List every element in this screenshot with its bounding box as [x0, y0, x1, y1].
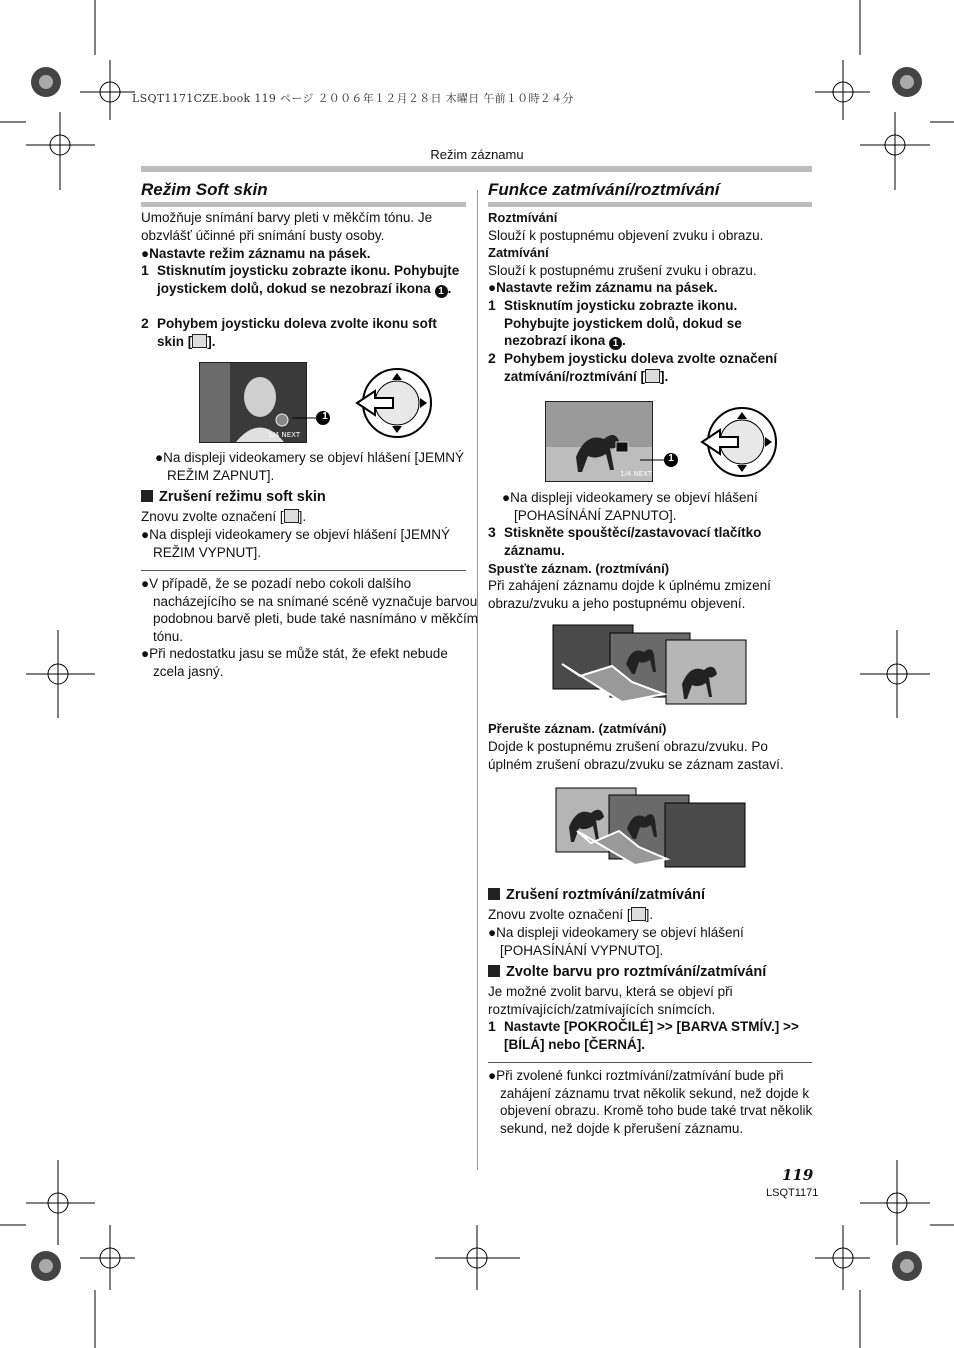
color-text: Je možné zvolit barvu, která se objeví při roztmívajících/zatmívajících snímcích. — [488, 984, 733, 1017]
left-step-2 — [141, 315, 466, 351]
soft-skin-icon — [192, 334, 207, 348]
fade-in-heading: Roztmívání — [488, 210, 558, 225]
step-number: 2 — [488, 350, 496, 366]
right-note: ●Na displeji videokamery se objeví hlášení [POHASÍNÁNÍ ZAPNUTO]. — [502, 490, 758, 523]
stop-text: Dojde k postupnému zrušení obrazu/zvuku. Po úplném zrušení obrazu/zvuku se záznam zastaví. — [488, 739, 784, 772]
fade-in-text: Slouží k postupnému objevení zvuku i obrazu. — [488, 228, 764, 243]
right-cancel-heading — [488, 887, 705, 903]
camera-screen-image — [545, 401, 653, 482]
fade-icon — [645, 369, 660, 383]
step-text: Nastavte [POKROČILÉ] >> [BARVA STMÍV.] >> [BÍLÁ] nebo [ČERNÁ]. — [504, 1019, 799, 1052]
page-number: 119 — [782, 1166, 814, 1184]
right-title-bar — [488, 202, 812, 207]
step-number: 1 — [141, 262, 149, 278]
right-step-1: 1 Stisknutím joysticku zobrazte ikonu. Pohybujte joystickem dolů, dokud se nezobrazí ikona 1 . — [488, 297, 742, 350]
step-number: 1 — [488, 1018, 496, 1034]
left-prep: ●Nastavte režim záznamu na pásek. — [141, 246, 371, 261]
left-cancel-heading — [141, 489, 326, 505]
step-number: 3 — [488, 524, 496, 540]
step-text: Pohybem joysticku doleva zvolte označení zatmívání/roztmívání [ — [504, 351, 778, 384]
right-step-3 — [488, 524, 812, 560]
callout-number: 1 — [668, 453, 674, 464]
callout-badge: 1 — [609, 337, 622, 350]
heading-text: Zrušení režimu soft skin — [159, 489, 326, 505]
left-title-bar — [141, 202, 466, 207]
right-title: Funkce zatmívání/roztmívání — [488, 180, 720, 199]
dog-photo — [546, 402, 652, 481]
running-head: Režim záznamu — [430, 147, 524, 162]
top-rule — [141, 166, 812, 172]
text: Znovu zvolte označení [ — [488, 907, 631, 922]
step-text: Stisknutím joysticku zobrazte ikonu. Pohybujte joystickem dolů, dokud se nezobrazí ikona — [504, 298, 742, 349]
heading-text: Zrušení roztmívání/zatmívání — [506, 887, 706, 903]
fade-out-illustration — [555, 787, 747, 869]
callout-badge: 1 — [435, 285, 448, 298]
text-end: ]. — [298, 509, 307, 524]
right-step-2 — [488, 350, 812, 386]
step-text: Stisknutím joysticku zobrazte ikonu. Pohybujte joystickem dolů, dokud se nezobrazí ikona — [157, 263, 460, 296]
callout-number: 1 — [322, 411, 328, 422]
color-heading — [488, 964, 766, 980]
right-cancel-note: ●Na displeji videokamery se objeví hlášení [POHASÍNÁNÍ VYPNUTO]. — [488, 925, 744, 958]
left-note: ●Na displeji videokamery se objeví hlášení [JEMNÝ REŽIM ZAPNUT]. — [155, 450, 465, 483]
start-heading: Spusťte záznam. (roztmívání) — [488, 561, 670, 576]
screen-label: 1/4 NEXT — [620, 470, 652, 478]
document-code: LSQT1171 — [766, 1187, 819, 1199]
step-text: Pohybem joysticku doleva zvolte ikonu soft skin [ — [157, 316, 437, 349]
fade-out-text: Slouží k postupnému zrušení zvuku i obrazu. — [488, 263, 757, 278]
text-end: ]. — [645, 907, 654, 922]
left-cancel-text — [141, 508, 306, 526]
heading-text: Zvolte barvu pro roztmívání/zatmívání — [506, 964, 767, 980]
soft-skin-icon — [284, 509, 299, 523]
color-step-1 — [488, 1018, 812, 1054]
right-cancel-text — [488, 906, 653, 924]
square-bullet-icon — [488, 965, 500, 977]
left-bullet-1: ●V případě, že se pozadí nebo cokoli dalšího nacházejícího se na snímané scéně vyznačuje barvou podobnou barvě pleti, bude také nasnímáno v měkčím tónu. — [141, 576, 478, 644]
left-step-1: 1 Stisknutím joysticku zobrazte ikonu. Pohybujte joystickem dolů, dokud se nezobrazí ikona 1 . — [141, 262, 460, 297]
left-title: Režim Soft skin — [141, 180, 268, 199]
right-bullet-1: ●Při zvolené funkci roztmívání/zatmívání bude při zahájení záznamu trvat několik sekund, než dojde k objevení obrazu. Kromě toho bude také trvat několik sekund, než dojde k přerušení záznamu. — [488, 1068, 813, 1136]
print-header: LSQT1171CZE.book 119 ページ ２００６年１２月２８日 木曜日 午前１０時２４分 — [132, 92, 574, 105]
left-intro: Umožňuje snímání barvy pleti v měkčím tónu. Je obzvlášť účinné při snímání busty osoby. — [141, 210, 433, 243]
fade-in-illustration — [552, 624, 748, 706]
camera-screen-image — [199, 362, 307, 443]
fade-icon — [631, 907, 646, 921]
left-divider — [141, 570, 466, 571]
stop-heading: Přerušte záznam. (zatmívání) — [488, 721, 667, 736]
right-divider — [488, 1062, 812, 1063]
screen-label: 1/4 NEXT — [268, 431, 301, 439]
step-text-end: ]. — [207, 333, 216, 349]
joystick-icon — [355, 365, 435, 441]
step-number: 1 — [488, 297, 496, 313]
step-text-end: ]. — [660, 368, 669, 384]
left-cancel-note: ●Na displeji videokamery se objeví hlášení [JEMNÝ REŽIM VYPNUT]. — [141, 527, 451, 560]
portrait-photo — [200, 363, 306, 442]
left-bullet-2: ●Při nedostatku jasu se může stát, že efekt nebude zcela jasný. — [141, 646, 448, 679]
step-text: Stiskněte spouštěcí/zastavovací tlačítko záznamu. — [504, 525, 762, 558]
fade-out-heading: Zatmívání — [488, 245, 549, 260]
step-number: 2 — [141, 315, 149, 331]
start-text: Při zahájení záznamu dojde k úplnému zmizení obrazu/zvuku a jeho postupnému objevení. — [488, 578, 771, 611]
right-prep: ●Nastavte režim záznamu na pásek. — [488, 280, 718, 295]
square-bullet-icon — [488, 888, 500, 900]
square-bullet-icon — [141, 490, 153, 502]
joystick-icon — [700, 404, 780, 480]
text: Znovu zvolte označení [ — [141, 509, 284, 524]
